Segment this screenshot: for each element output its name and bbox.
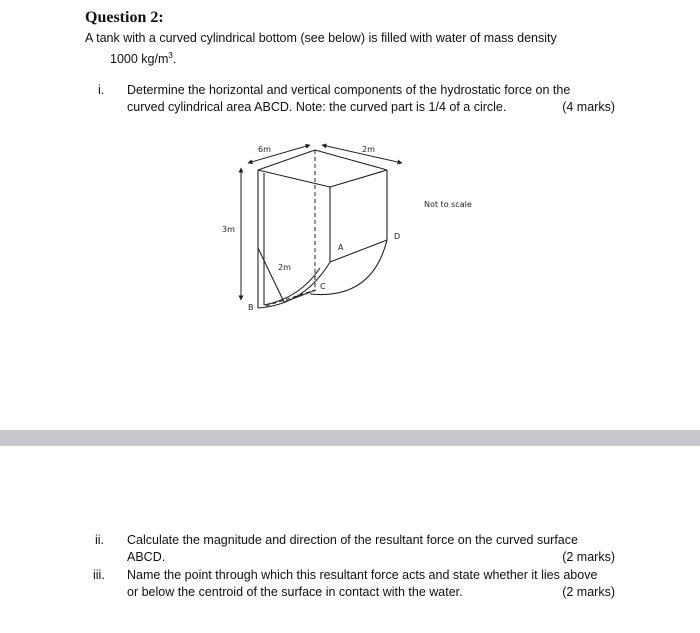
radius-line-front — [258, 248, 284, 302]
part-iii-line2: or below the centroid of the surface in contact with the water. — [127, 585, 463, 599]
part-i-marks: (4 marks) — [562, 100, 615, 114]
density-value: 1000 kg/m — [110, 52, 169, 67]
question-intro-line1: A tank with a curved cylindrical bottom (see below) is filled with water of mass density — [85, 31, 557, 45]
part-i-numeral: i. — [98, 83, 105, 97]
label-point-c: C — [320, 282, 326, 291]
density-exponent: 3 — [168, 51, 173, 60]
label-point-a: A — [338, 243, 344, 252]
part-ii-line1: Calculate the magnitude and direction of the resultant force on the curved surface — [127, 533, 578, 547]
hidden-bottom-edge — [266, 290, 315, 306]
not-to-scale-note: Not to scale — [424, 200, 472, 209]
label-6m: 6m — [258, 145, 271, 154]
part-ii-marks: (2 marks) — [562, 550, 615, 564]
tank-top-right-edge — [330, 170, 387, 187]
part-ii-line2: ABCD. — [127, 550, 166, 564]
density-period: . — [172, 52, 177, 67]
tank-top-back-edge — [315, 150, 387, 170]
part-iii-line1: Name the point through which this resultant force acts and state whether it lies above — [127, 568, 598, 582]
part-iii-marks: (2 marks) — [562, 585, 615, 599]
part-iii-numeral: iii. — [93, 568, 105, 582]
label-point-d: D — [394, 232, 401, 241]
page-divider — [0, 430, 700, 446]
label-3m: 3m — [222, 225, 235, 234]
part-i-line1: Determine the horizontal and vertical components of the hydrostatic force on the — [127, 83, 571, 97]
question-title: Question 2: — [85, 9, 164, 26]
label-point-b: B — [248, 303, 254, 312]
part-ii-numeral: ii. — [95, 533, 105, 547]
tank-top-front-edge — [258, 170, 330, 187]
label-2m-top: 2m — [362, 145, 375, 154]
label-2m-radius: 2m — [278, 263, 291, 272]
part-i-line2: curved cylindrical area ABCD. Note: the curved part is 1/4 of a circle. — [127, 100, 507, 114]
